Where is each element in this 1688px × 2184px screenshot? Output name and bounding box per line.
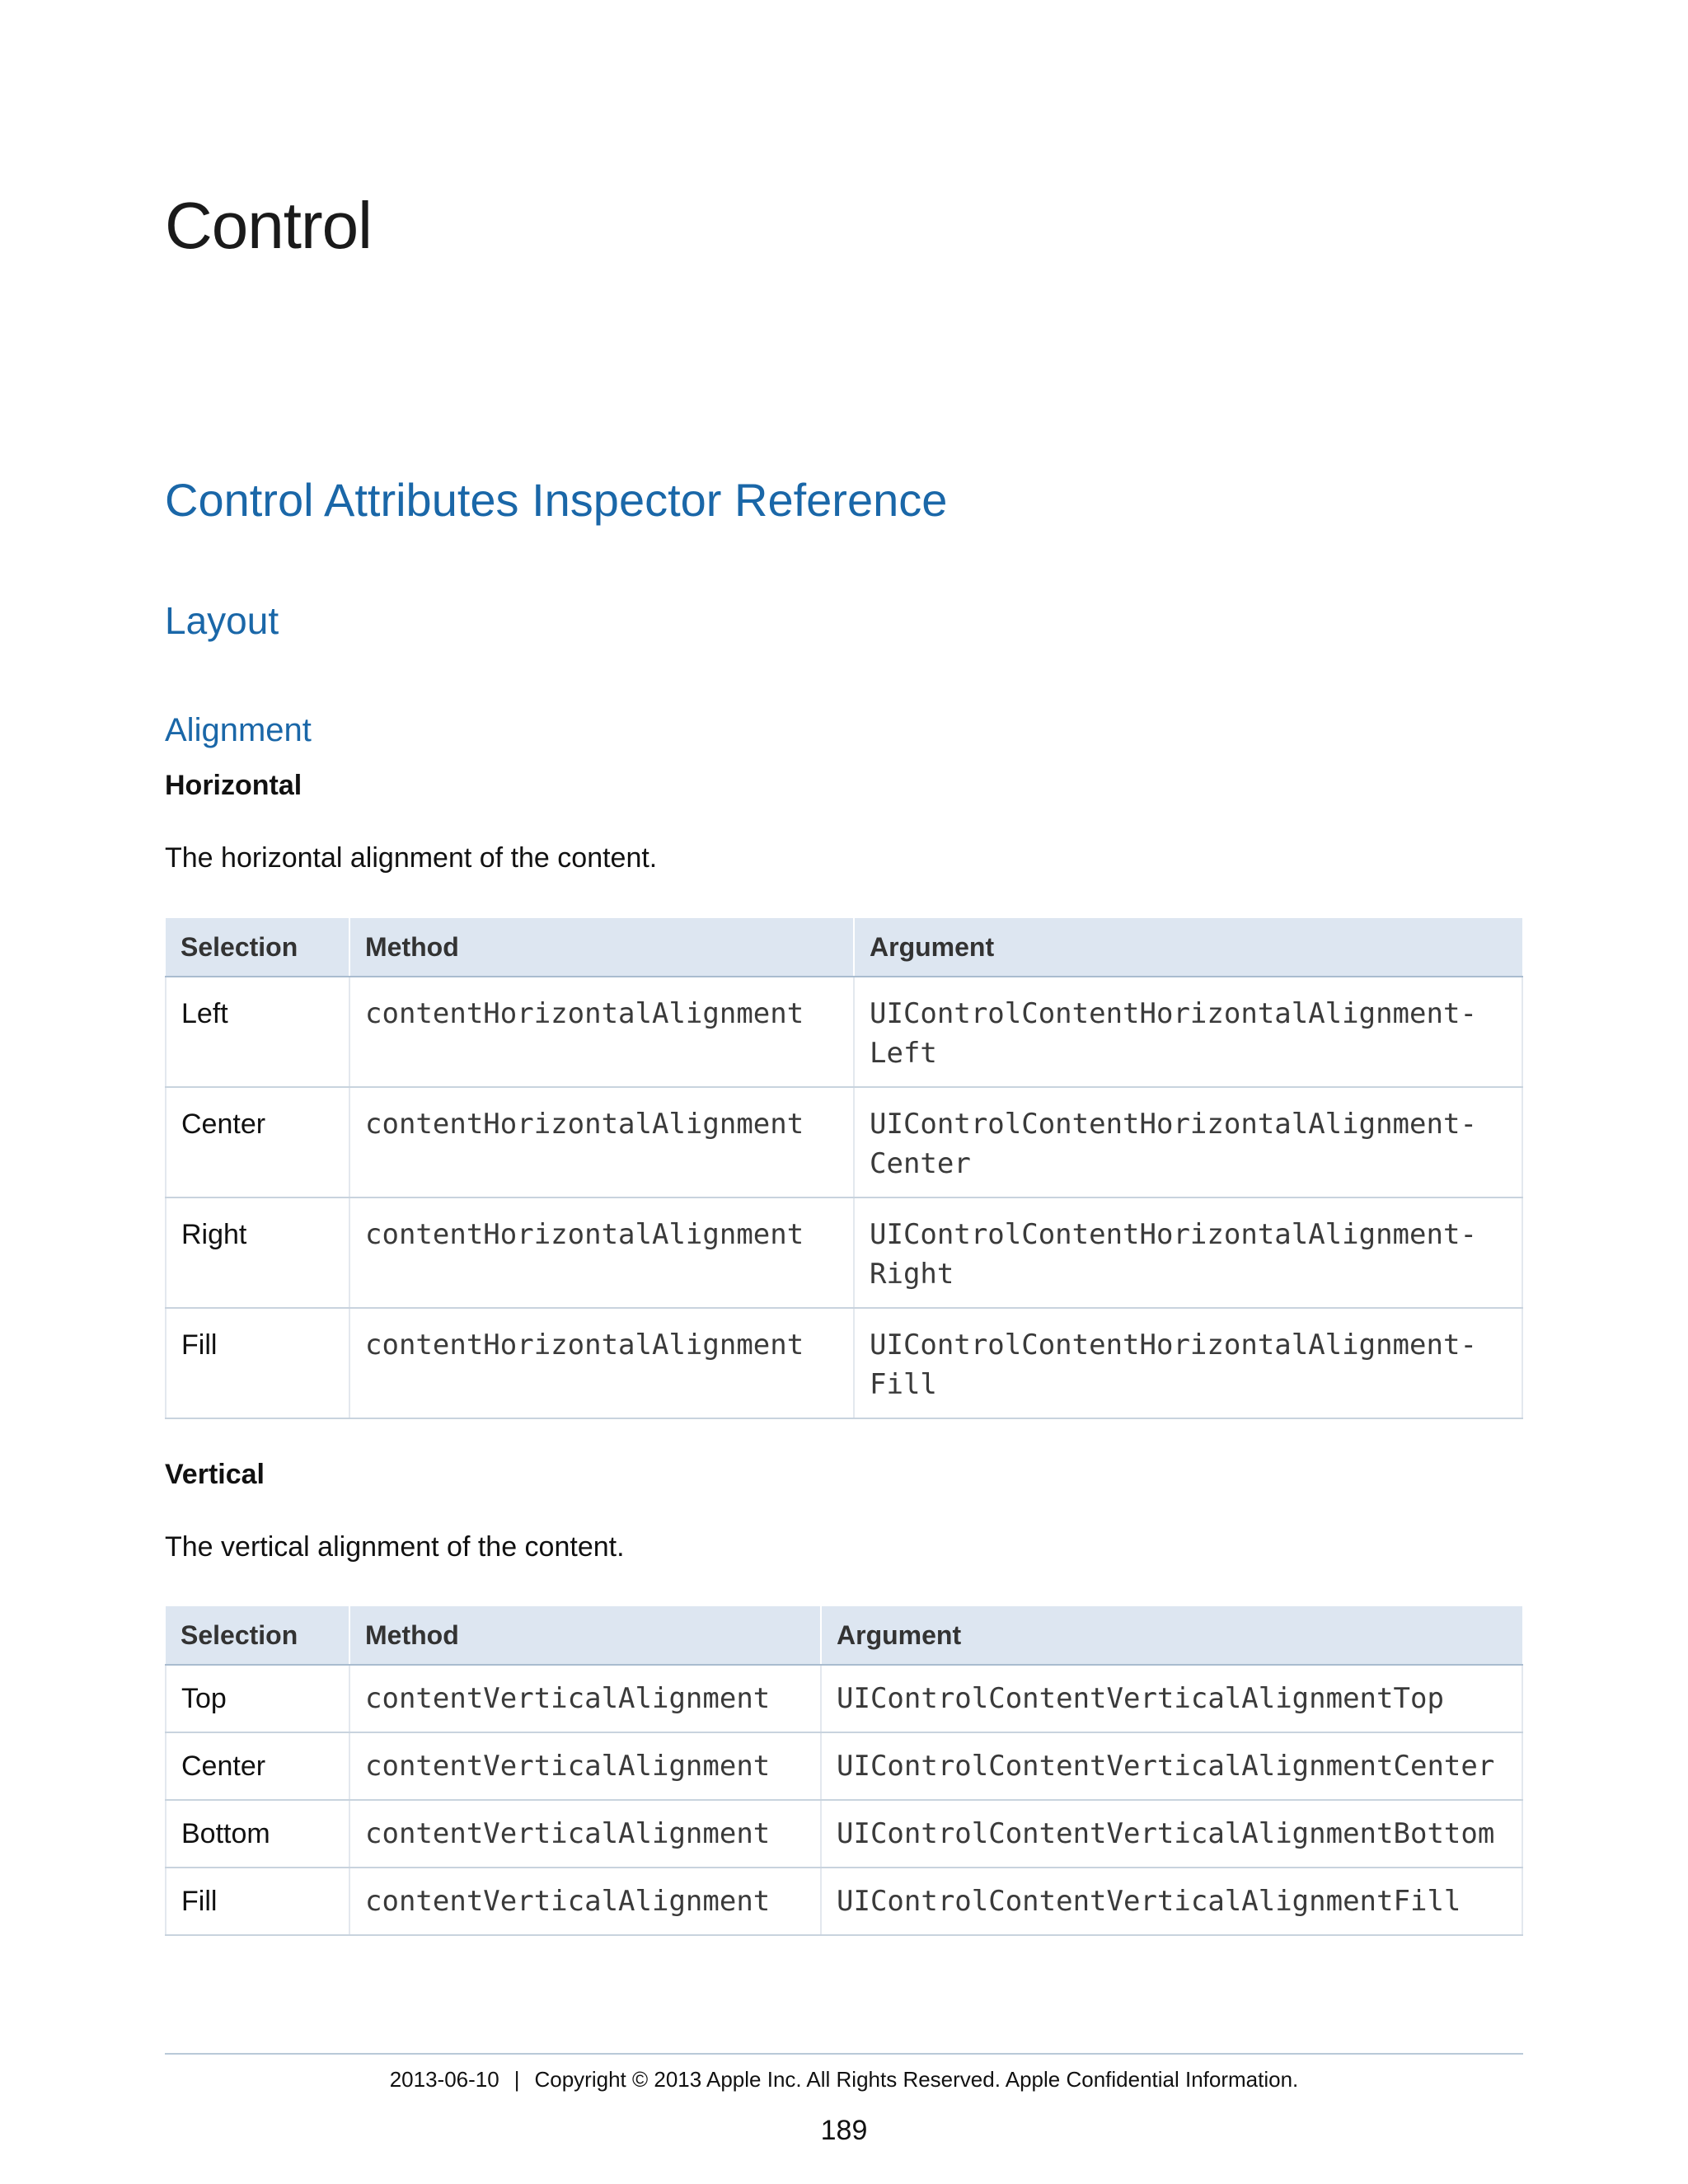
method-cell: contentHorizontalAlignment	[349, 977, 854, 1087]
column-header-argument: Argument	[854, 918, 1522, 977]
column-header-method: Method	[349, 918, 854, 977]
table-row	[166, 1087, 1522, 1197]
section-title: Control Attributes Inspector Reference	[165, 474, 948, 526]
table-row	[166, 977, 1522, 1087]
selection-cell: Right	[166, 1197, 349, 1308]
chapter-title: Control	[165, 189, 372, 262]
footer-divider	[165, 2053, 1523, 2055]
argument-line: UIControlContentHorizontalAlignment-	[870, 1108, 1477, 1141]
vertical-heading: Vertical	[165, 1459, 265, 1490]
table-row	[166, 1308, 1522, 1418]
selection-cell: Fill	[166, 1308, 349, 1418]
footer-copyright: Copyright © 2013 Apple Inc. All Rights Reserved. Apple Confidential Information.	[534, 2067, 1299, 2092]
method-cell: contentVerticalAlignment	[349, 1800, 821, 1868]
column-header-selection: Selection	[166, 1606, 349, 1665]
column-header-method: Method	[349, 1606, 821, 1665]
selection-cell: Fill	[166, 1868, 349, 1935]
column-header-selection: Selection	[166, 918, 349, 977]
selection-cell: Top	[166, 1665, 349, 1732]
table-row	[166, 1800, 1522, 1868]
selection-cell: Center	[166, 1087, 349, 1197]
argument-line: UIControlContentHorizontalAlignment-	[870, 1218, 1477, 1251]
method-cell: contentVerticalAlignment	[349, 1665, 821, 1732]
table-row	[166, 1868, 1522, 1935]
footer-separator: |	[513, 2067, 520, 2092]
subsection-title: Layout	[165, 599, 279, 642]
selection-cell: Center	[166, 1732, 349, 1800]
argument-cell	[854, 1087, 1522, 1197]
selection-cell: Bottom	[166, 1800, 349, 1868]
column-header-argument: Argument	[821, 1606, 1522, 1665]
method-cell: contentHorizontalAlignment	[349, 1308, 854, 1418]
table-header-row	[166, 1606, 1522, 1665]
horizontal-description: The horizontal alignment of the content.	[165, 842, 658, 874]
argument-line: Fill	[870, 1368, 937, 1401]
alignment-title: Alignment	[165, 712, 312, 748]
table-header-row	[166, 918, 1522, 977]
vertical-table	[165, 1606, 1523, 1936]
argument-cell: UIControlContentVerticalAlignmentFill	[821, 1868, 1522, 1935]
method-cell: contentVerticalAlignment	[349, 1868, 821, 1935]
method-cell: contentHorizontalAlignment	[349, 1087, 854, 1197]
table-row	[166, 1665, 1522, 1732]
argument-cell: UIControlContentVerticalAlignmentBottom	[821, 1800, 1522, 1868]
argument-cell	[854, 1197, 1522, 1308]
table-row	[166, 1732, 1522, 1800]
argument-line: UIControlContentHorizontalAlignment-	[870, 997, 1477, 1030]
horizontal-heading: Horizontal	[165, 770, 302, 801]
vertical-description: The vertical alignment of the content.	[165, 1531, 625, 1563]
footer-date: 2013-06-10	[389, 2067, 499, 2092]
argument-line: UIControlContentHorizontalAlignment-	[870, 1329, 1477, 1361]
argument-line: Center	[870, 1147, 971, 1180]
method-cell: contentHorizontalAlignment	[349, 1197, 854, 1308]
table-row	[166, 1197, 1522, 1308]
argument-cell: UIControlContentVerticalAlignmentTop	[821, 1665, 1522, 1732]
argument-cell	[854, 1308, 1522, 1418]
argument-cell	[854, 977, 1522, 1087]
page-footer	[0, 2067, 1688, 2093]
argument-cell: UIControlContentVerticalAlignmentCenter	[821, 1732, 1522, 1800]
method-cell: contentVerticalAlignment	[349, 1732, 821, 1800]
argument-line: Left	[870, 1037, 937, 1070]
page-number: 189	[820, 2115, 868, 2146]
selection-cell: Left	[166, 977, 349, 1087]
horizontal-table	[165, 918, 1523, 1419]
argument-line: Right	[870, 1258, 954, 1291]
